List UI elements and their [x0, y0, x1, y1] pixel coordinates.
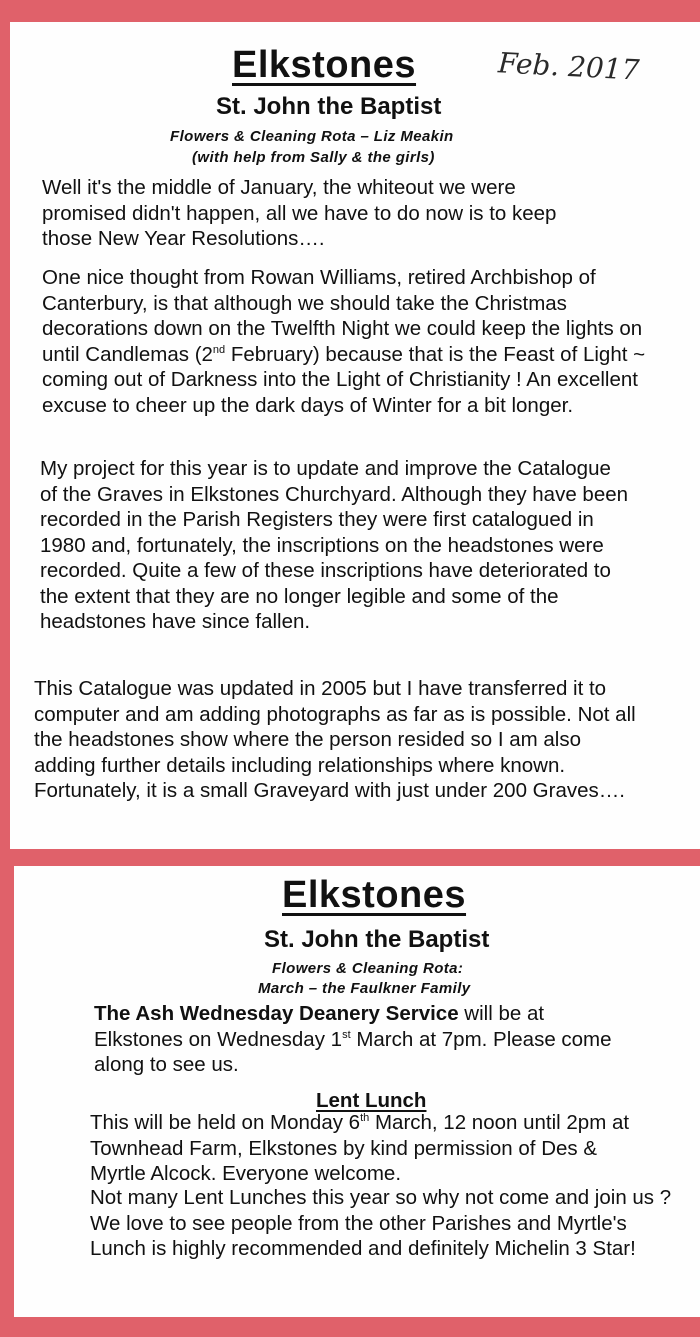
church-title: Elkstones: [232, 44, 417, 86]
handwritten-date-note: Feb. 2017: [497, 46, 641, 87]
paragraph-graves-project: My project for this year is to update and improve the Catalogue of the Graves in Elkstones Churchyard. Although they have been recorded in the Parish Registers they were first catalogued in 1980 and, fortunately, the inscriptions on the headstones were recorded. Quite a few of these inscriptions have deteriorated to the extent that they are no longer legible and some of the headstones have since fallen.: [40, 457, 629, 633]
lent-lunch-heading: Lent Lunch: [316, 1089, 427, 1112]
paragraph-invitation: Not many Lent Lunches this year so why not come and join us ? We love to see people from the other Parishes and Myrtle's Lunch is highly recommended and definitely Michelin 3 Star!: [90, 1186, 672, 1260]
church-title: Elkstones: [282, 874, 467, 916]
paragraph-candlemas: One nice thought from Rowan Williams, retired Archbishop of Canterbury, is that although we should take the Christmas decorations down on the Twelfth Night we could keep the lights on until Candlemas (2nd February) because that is the Feast of Light ~ coming out of Darkness into the Light of Christianity ! An excellent excuse to cheer up the dark days of Winter for a bit longer.: [42, 266, 646, 417]
paragraph-whiteout: Well it's the middle of January, the whiteout we were promised didn't happen, all we have to do now is to keep those New Year Resolutions….: [42, 176, 557, 250]
paragraph-ash-wednesday: The Ash Wednesday Deanery Service will be at Elkstones on Wednesday 1st March at 7pm. Please come along to see us.: [94, 1002, 612, 1076]
paragraph-lent-lunch-details: This will be held on Monday 6th March, 12 noon until 2pm at Townhead Farm, Elkstones by kind permission of Des & Myrtle Alcock. Everyone welcome.: [90, 1111, 630, 1185]
rota-line-2: March – the Faulkner Family: [258, 980, 471, 997]
paragraph-catalogue-update: This Catalogue was updated in 2005 but I have transferred it to computer and am adding photographs as far as is possible. Not all the headstones show where the person resided so I am also adding further details including relationships where known. Fortunately, it is a small Graveyard with just under 200 Graves….: [34, 677, 636, 802]
newsletter-clipping-february: [10, 22, 700, 849]
rota-line-1: Flowers & Cleaning Rota – Liz Meakin: [170, 128, 454, 145]
newsletter-clipping-march: [14, 866, 700, 1317]
church-subtitle: St. John the Baptist: [216, 93, 442, 120]
church-subtitle: St. John the Baptist: [264, 926, 490, 953]
rota-line-1: Flowers & Cleaning Rota:: [272, 960, 464, 977]
rota-line-2: (with help from Sally & the girls): [192, 149, 435, 166]
